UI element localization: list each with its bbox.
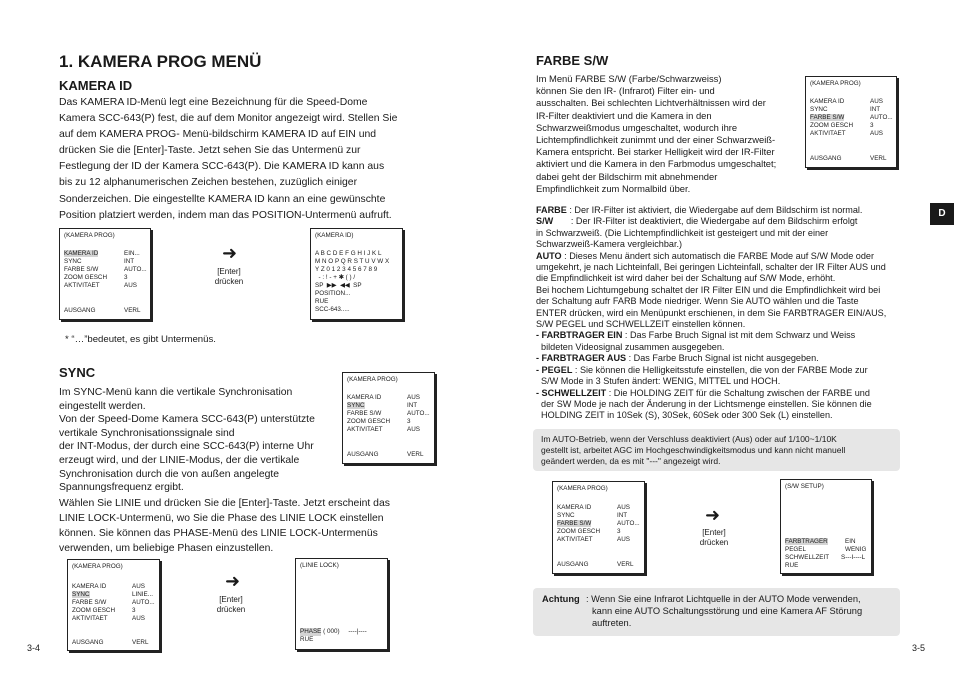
arrow-right-icon: ➜ (705, 505, 721, 525)
page-number-right: 3-5 (912, 643, 926, 653)
osd-linie-lock: (LINIE LOCK) PHASE ( 000) ----|---- RUE (295, 558, 388, 650)
sync-paragraph-1: Im SYNC-Menü kann die vertikale Synchronisation eingestellt werden. Von der Speed-Dome Kamera SCC-643(P) unterstützte vertikale Synchronisationssignale sind der INT-Modus, der durch eine SCC-643(P) interne Uhr erzeugt wird, und der LINIE-Modus, der die vertikale Synchronisation durch die von außen angelegte Spannungsfrequenz ergibt. (59, 387, 315, 494)
kamera-id-heading: KAMERA ID (59, 78, 133, 93)
arrow-right-icon: ➜ (225, 571, 241, 591)
info-box-text: Im AUTO-Betrieb, wenn der Verschluss deaktiviert (Aus) oder auf 1/100~1/10K gestellt ist, arbeitet AGC im Hochgeschwindigkeitsmodus und kann nicht manuell geändert werden, da es mit "---" angezeigt wird. (541, 434, 846, 467)
osd-kamera-prog-id: (KAMERA PROG) KAMERA ID EIN... SYNC INT FARBE S/W AUTO... ZOOM GESCH 3 AKTIVITAET AUS AUSGANG VERL (59, 228, 151, 320)
farbe-details: FARBE : Der IR-Filter ist aktiviert, die Wiedergabe auf dem Bildschirm ist normal. S/W : Der IR-Filter ist deaktiviert, die Wiedergabe auf dem Bildschirm erfolgt in Schwarzweiß. (Die Lichtempfindlichkeit ist gesteigert und mit der einer Schwarzweiß-Kamera vergleichbar.) AUTO : Dieses Menu ändert sich automatisch die FARBE Mode auf S/W Mode oder umgekehrt, je nach Lichteinfall, Bei geringen Lichteinfall, schalter der IR Filter AUS und die Empfindlichkeit ist wird daher bei der Schaltung auf S/W Mode, erhöht. Bei hochem Lichtumgebung schaltet der IR Filter EIN und die Empfindlichkeit wird bei der Schaltung aufr FARB Mode niedriger. Wenn Sie AUTO wählen und die Taste ENTER drücken, wird ein Menüpunkt erschienen, in dem Sie FARBTRAGER EIN/AUS, S/W PEGEL und SCHWELLZEIT einstellen können. - FARBTRAGER EIN : Das Farbe Bruch Signal ist mit dem Schwarz und Weiss bildeten Videosignal zusammen ausgegeben. - FARBTRAGER AUS : Das Farbe Bruch Signal ist nicht ausgegeben. - PEGEL : Sie können die Helligkeitsstufe einstellen, die von der FARBE Mode zur S/W Mode in 3 Stufen ändert: WENIG, MITTEL und HOCH. - SCHWELLZEIT : Die HOLDING ZEIT für die Schaltung zwischen der FARBE und der SW Mode je nach der Änderung in der Lichtsmenge einstellen. Sie können die HOLDING ZEIT in 10Sek (S), 30Sek, 60Sek oder 300 Sek (L) einstellen. (536, 205, 887, 421)
page-title: 1. KAMERA PROG MENÜ (59, 52, 262, 71)
osd-kamera-prog-farbe-2: (KAMERA PROG) KAMERA ID AUS SYNC INT FARBE S/W AUTO... ZOOM GESCH 3 AKTIVITAET AUS AUSGANG VERL (552, 481, 645, 574)
osd-kamera-prog-farbe: (KAMERA PROG) KAMERA ID AUS SYNC INT FARBE S/W AUTO... ZOOM GESCH 3 AKTIVITAET AUS AUSGANG VERL (805, 76, 897, 168)
warning-label: Achtung (542, 594, 580, 604)
osd-kamera-prog-linie: (KAMERA PROG) KAMERA ID AUS SYNC LINIE... FARBE S/W AUTO... ZOOM GESCH 3 AKTIVITAET AUS AUSGANG VERL (67, 559, 160, 651)
sync-paragraph-2: Wählen Sie LINIE und drücken Sie die [Enter]-Taste. Jetzt erscheint das LINIE LOCK-Untermenü, wo Sie die Phase des LINIE LOCK einstellen können. Sie können das PHASE-Menü des LINIE LOCK-Untermenüs verwenden, um beliebige Phasen einzustellen. (59, 498, 390, 554)
enter-label: [Enter] drücken (699, 528, 729, 547)
sync-heading: SYNC (59, 365, 96, 380)
osd-sw-setup: (S/W SETUP) FARBTRAGER EIN PEGEL WENIG SCHWELLZEIT S---I----L RUE (780, 479, 872, 574)
page-number-left: 3-4 (27, 643, 41, 653)
arrow-right-icon: ➜ (222, 243, 238, 263)
enter-label: [Enter] drücken (214, 267, 244, 286)
section-tab: D (930, 203, 954, 225)
warning-text: : Wenn Sie eine Infrarot Lichtquelle in der AUTO Mode verwenden, kann eine AUTO Schaltungsstörung und eine Kamera AF Störung auftreten. (586, 594, 863, 628)
submenu-note: * “…”bedeutet, es gibt Untermenüs. (65, 334, 216, 345)
osd-kamera-id: (KAMERA ID) A B C D E F G H I J K L M N O P Q R S T U V W X Y Z 0 1 2 3 4 5 6 7 8 9 - : ! - + ✱ ( ) / SP ▶▶ ◀◀ SP POSITION... RUE SCC-643..... (310, 228, 403, 320)
farbe-intro: Im Menü FARBE S/W (Farbe/Schwarzweiss) können Sie den IR- (Infrarot) Filter ein- und ausschalten. Bei schlechten Lichtverhältnissen wird der IR-Filter deaktiviert und die Kamera in den Schwarzweißmodus umgeschaltet, wodurch ihre Lichtempfindlichkeit zunimmt und der einer Schwarzweiß- Kamera entspricht. Bei starker Helligkeit wird der IR-Filter aktiviert und die Kamera in den Farbmodus umgeschaltet; dabei geht der Bildschirm mit abnehmender Empfindlichkeit zum Normalbild über. (536, 73, 777, 194)
enter-label: [Enter] drücken (216, 595, 246, 614)
osd-kamera-prog-sync: (KAMERA PROG) KAMERA ID AUS SYNC INT FARBE S/W AUTO... ZOOM GESCH 3 AKTIVITAET AUS AUSGANG VERL (342, 372, 435, 464)
farbe-heading: FARBE S/W (536, 53, 609, 68)
kamera-id-paragraph: Das KAMERA ID-Menü legt eine Bezeichnung für die Speed-Dome Kamera SCC-643(P) fest, die auf dem Monitor angezeigt wird. Stellen Sie auf dem KAMERA PROG- Menü-bildschirm KAMERA ID auf EIN und drücken Sie die [Enter]-Taste. Jetzt sehen Sie das Untermenü zur Festlegung der ID der Kamera SCC-643(P). Die KAMERA ID kann aus bis zu 12 alphanumerischen Zeichen bestehen, zuzüglich einiger Sonderzeichen. Die eingestellte KAMERA ID kann an eine gewünschte Position platziert werden, indem man das POSITION-Untermenü aufruft. (59, 97, 398, 221)
